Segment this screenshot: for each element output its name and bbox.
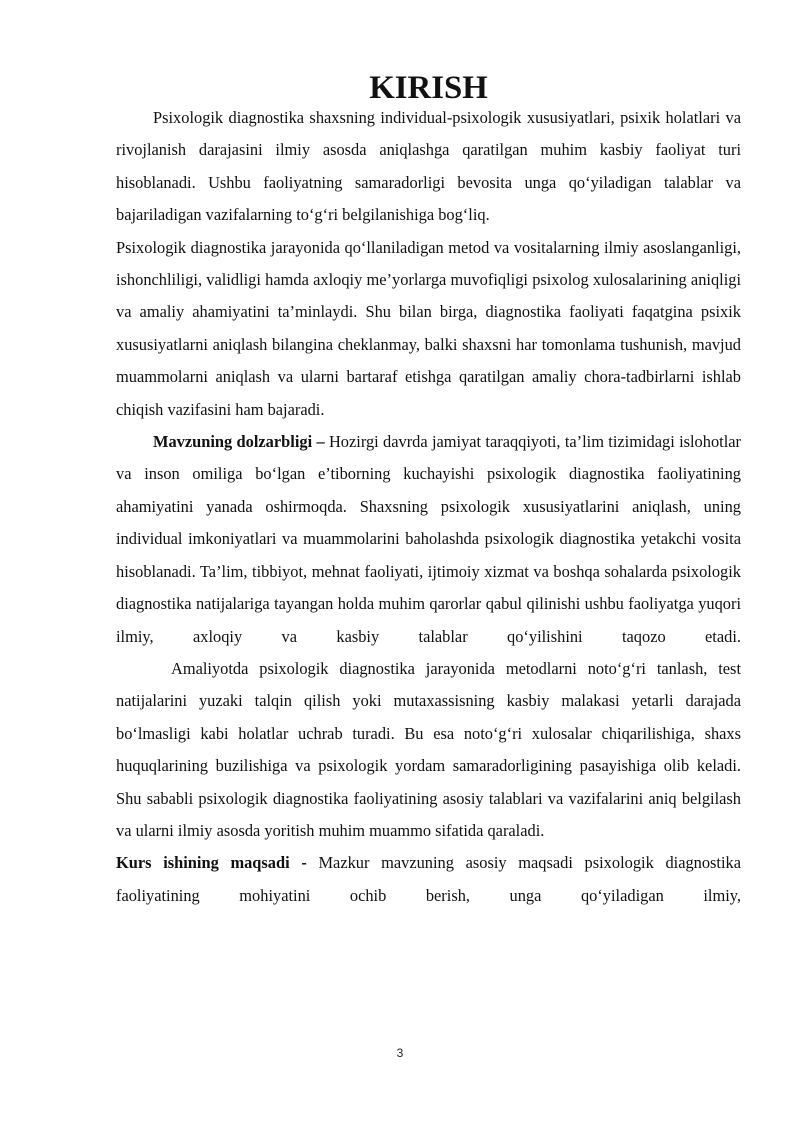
paragraph-relevance <box>116 426 741 653</box>
section-heading: KIRISH <box>369 70 488 106</box>
goal-text: Mazkur mavzuning asosiy maqsadi psixologik diagnostika faoliyatining mohiyatini ochib berish, unga qo‘yiladigan ilmiy, <box>116 853 742 905</box>
paragraph-methods: Psixologik diagnostika jarayonida qo‘llaniladigan metod va vositalarning ilmiy asoslanganligi, ishonchliligi, validligi hamda axloqiy me’yorlarga muvofiqligi psixolog xulosalarining aniqligi va amaliy ahamiyatini ta’minlaydi. Shu bilan birga, diagnostika faoliyati faqatgina psixik xususiyatlarni aniqlash bilangina cheklanmay, balki shaxsni har tomonlama tushunish, mavjud muammolarni aniqlash va ularni bartaraf etishga qaratilgan amaliy chora-tadbirlarni ishlab chiqish vazifasini ham bajaradi. <box>116 237 741 419</box>
page-number: 3 <box>396 1046 404 1060</box>
relevance-label: Mavzuning dolzarbligi – <box>153 432 325 452</box>
document-body <box>116 70 742 912</box>
goal-label: Kurs ishining maqsadi - <box>116 853 307 873</box>
paragraph-intro: Psixologik diagnostika shaxsning individual-psixologik xususiyatlari, psixik holatlari va rivojlanish darajasini ilmiy asosda aniqlashga qaratilgan muhim kasbiy faoliyat turi hisoblanadi. Ushbu faoliyatning samaradorligi bevosita unga qo‘yiladigan talablar va bajariladigan vazifalarning to‘g‘ri belgilanishiga bog‘liq. <box>116 108 741 225</box>
paragraph-practice: Amaliyotda psixologik diagnostika jarayonida metodlarni noto‘g‘ri tanlash, test natijalarini yuzaki talqin qilish yoki mutaxassisning kasbiy malakasi yetarli darajada bo‘lmasligi kabi holatlar uchrab turadi. Bu esa noto‘g‘ri xulosalar chiqarilishiga, shaxs huquqlarining buzilishiga va psixologik yordam samaradorligining pasayishiga olib keladi. Shu sababli psixologik diagnostika faoliyatining asosiy talablari va vazifalarini aniq belgilash va ularni ilmiy asosda yoritish muhim muammo sifatida qaraladi. <box>116 658 741 840</box>
paragraph-goal <box>116 847 741 912</box>
relevance-text: Hozirgi davrda jamiyat taraqqiyoti, ta’lim tizimidagi islohotlar va inson omiliga bo‘lgan e’tiborning kuchayishi psixologik diagnostika faoliyatining ahamiyatini yanada oshirmoqda. Shaxsning psixologik xususiyatlarini aniqlash, uning individual imkoniyatlari va muammolarini baholashda psixologik diagnostika yetakchi vosita hisoblanadi. Ta’lim, tibbiyot, mehnat faoliyati, ijtimoiy xizmat va boshqa sohalarda psixologik diagnostika natijalariga tayangan holda muhim qarorlar qabul qilinishi ushbu faoliyatga yuqori ilmiy, axloqiy va kasbiy talablar qo‘yilishini taqozo etadi. <box>116 432 741 646</box>
